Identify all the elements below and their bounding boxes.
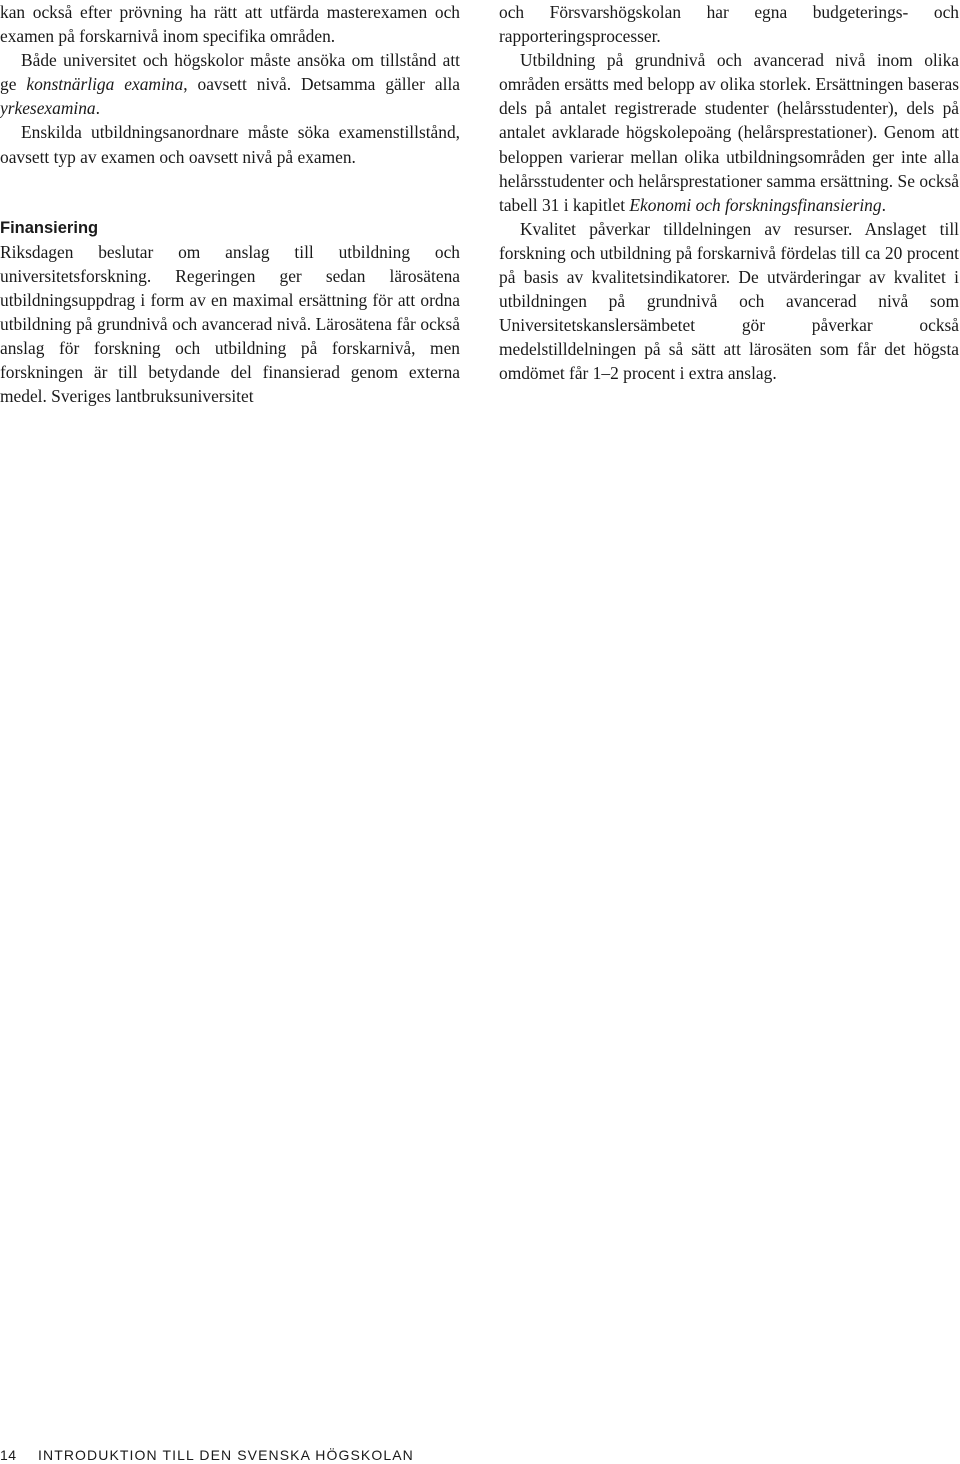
text-run: . <box>881 194 886 215</box>
body-paragraph: Enskilda utbildningsanordnare måste söka examenstillstånd, oavsett typ av examen och oavsett nivå på examen. <box>0 122 460 167</box>
text-run: , oavsett nivå. Detsamma gäller alla <box>183 74 460 95</box>
body-paragraph: och Försvarshögskolan har egna budgeterings- och rapporteringsprocesser. <box>499 2 959 47</box>
body-paragraph: Riksdagen beslutar om anslag till utbildning och universitetsforskning. Regeringen ger sedan lärosätena utbildningsuppdrag i form av en maximal ersättning för att ordna utbildning på grundnivå och avancerad nivå. Lärosätena får också anslag för forskning och utbildning på forskarnivå, men forskningen är till betydande del finansierad genom externa medel. Sveriges lantbruksuniversitet <box>0 241 460 407</box>
body-paragraph <box>499 48 959 217</box>
running-title: INTRODUKTION TILL DEN SVENSKA HÖGSKOLAN <box>38 1447 414 1463</box>
italic-term: konstnärliga examina <box>26 74 184 95</box>
text-run: . <box>95 98 100 119</box>
body-paragraph: kan också efter prövning ha rätt att utfärda masterexamen och examen på forskarnivå inom specifika områden. <box>0 2 460 47</box>
left-column <box>0 0 460 408</box>
section-gap <box>0 169 460 216</box>
page-footer <box>0 1446 414 1464</box>
body-paragraph <box>0 48 460 120</box>
section-heading: Finansiering <box>0 218 99 237</box>
italic-term: Ekonomi och forskningsfinansiering <box>629 194 882 215</box>
right-column <box>499 0 959 386</box>
body-paragraph: Kvalitet påverkar tilldelningen av resurser. Anslaget till forskning och utbildning på forskarnivå fördelas till ca 20 procent på basis av kvalitetsindikatorer. De utvärderingar av kvalitet i utbildningen på grundnivå och avancerad nivå som Universitetskanslersämbetet gör påverkar också medelstilldelningen på så sätt att lärosäten som får det högsta omdömet får 1–2 procent i extra anslag. <box>499 218 959 384</box>
text-run: Både universitet och högskolor måste ansöka om tillstånd att ge <box>0 50 460 95</box>
italic-term: yrkesexamina <box>0 98 96 119</box>
text-run: Utbildning på grundnivå och avancerad nivå inom olika områden ersätts med belopp av olika storlek. Ersättningen baseras dels på antalet registrerade studenter (helårsstudenter), dels på antalet avklarade högskolepoäng (helårsprestationer). Genom att beloppen varierar mellan olika utbildningsområden ger inte alla helårsstudenter och helårsprestationer samma ersättning. Se också tabell 31 i kapitlet <box>499 50 959 215</box>
page-number: 14 <box>0 1447 17 1463</box>
